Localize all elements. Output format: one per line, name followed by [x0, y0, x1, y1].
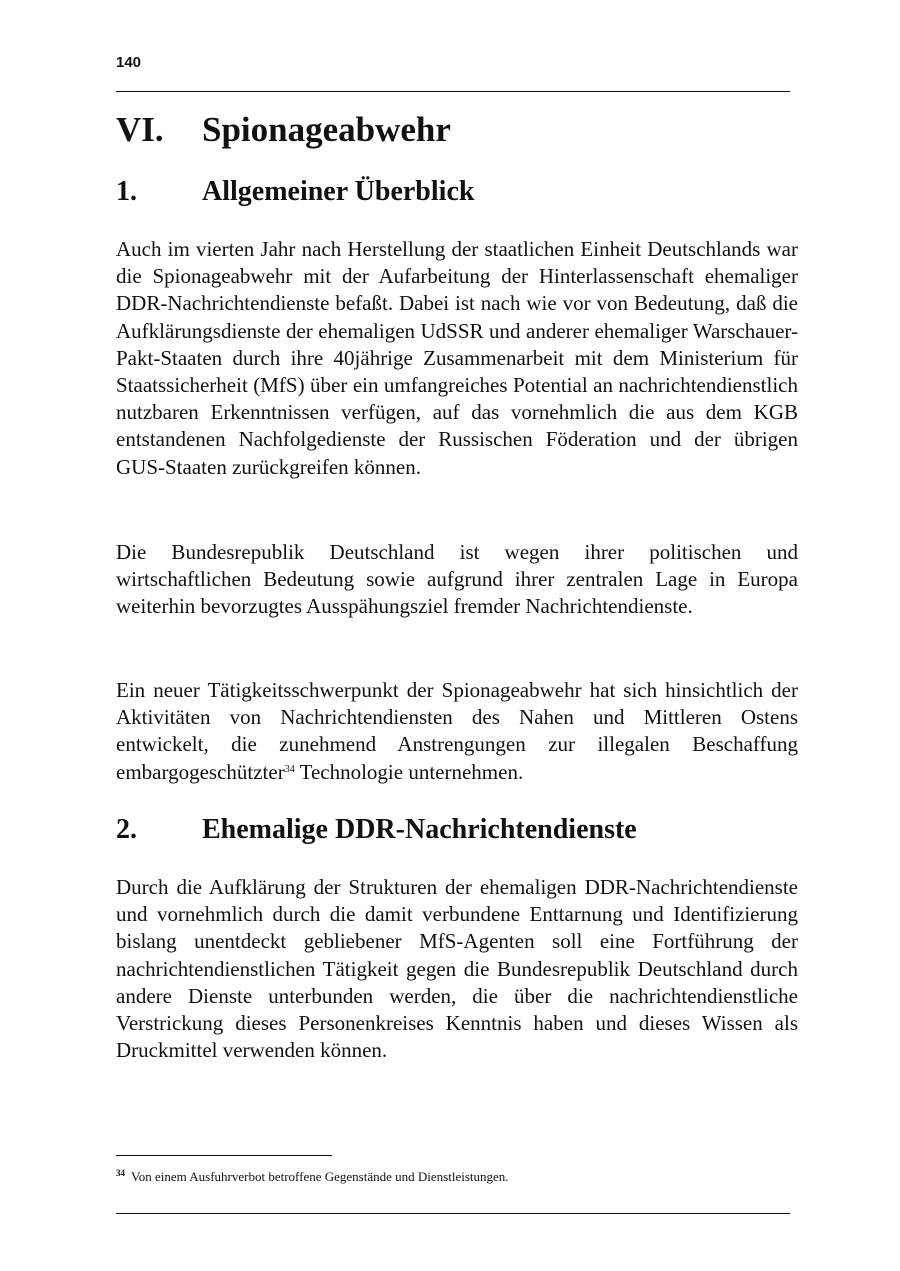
footnote-number: 34: [116, 1168, 125, 1178]
section-title: Ehemalige DDR-Nachrichtendienste: [202, 814, 637, 845]
section-heading-2: [116, 812, 637, 848]
chapter-number: VI.: [116, 110, 164, 149]
body-paragraph: [116, 677, 798, 786]
body-paragraph: Auch im vierten Jahr nach Herstellung der staatlichen Einheit Deutschlands war die Spionageabwehr mit der Aufarbeitung der Hinterlassenschaft ehemaliger DDR-Nachrichtendienste befaßt. Dabei ist nach wie vor von Bedeutung, daß die Aufklärungsdienste der ehemaligen UdSSR und anderer ehemaliger Warschauer-Pakt-Staaten durch ihre 40jährige Zusammenarbeit mit dem Ministerium für Staatssicherheit (MfS) über ein umfangreiches Potential an nachrichtendienstlich nutzbaren Erkenntnissen verfügen, auf das vornehmlich die aus dem KGB entstandenen Nachfolgedienste der Russischen Föderation und der übrigen GUS-Staaten zurückgreifen können.: [116, 237, 798, 479]
chapter-heading: [116, 108, 451, 152]
section-number: 1.: [116, 176, 137, 207]
paragraph-text: Ein neuer Tätigkeitsschwerpunkt der Spionageabwehr hat sich hinsichtlich der Aktivitäten von Nachrichtendiensten des Nahen und Mittleren Ostens entwickelt, die zunehmend Anstrengungen zur illegalen Beschaffung embargogeschützter: [116, 678, 798, 784]
header-rule: [116, 91, 790, 92]
paragraph-text: Technologie unternehmen.: [294, 759, 524, 784]
footnote-text: Von einem Ausfuhrverbot betroffene Gegenstände und Dienstleistungen.: [131, 1169, 509, 1184]
chapter-title: Spionageabwehr: [202, 110, 451, 149]
section-heading-1: [116, 174, 474, 210]
footer-rule: [116, 1213, 790, 1214]
body-paragraph: Die Bundesrepublik Deutschland ist wegen ihrer politischen und wirtschaftlichen Bedeutung sowie aufgrund ihrer zentralen Lage in Europa weiterhin bevorzugtes Ausspähungsziel fremder Nachrichtendienste.: [116, 540, 798, 619]
footnote-reference: 34: [284, 763, 295, 775]
section-number: 2.: [116, 814, 137, 845]
footnote: [116, 1164, 509, 1186]
page-number: 140: [116, 54, 142, 71]
footnote-separator: [116, 1155, 332, 1156]
body-paragraph: Durch die Aufklärung der Strukturen der ehemaligen DDR-Nachrichtendienste und vornehmlich durch die damit verbundene Enttarnung und Identifizierung bislang unentdeckt gebliebener MfS-Agenten soll eine Fortführung der nachrichtendienstlichen Tätigkeit gegen die Bundesrepublik Deutschland durch andere Dienste unterbunden werden, die über die nachrichtendienstliche Verstrickung dieses Personenkreises Kenntnis haben und dieses Wissen als Druckmittel verwenden können.: [116, 875, 798, 1063]
section-title: Allgemeiner Überblick: [202, 176, 475, 207]
